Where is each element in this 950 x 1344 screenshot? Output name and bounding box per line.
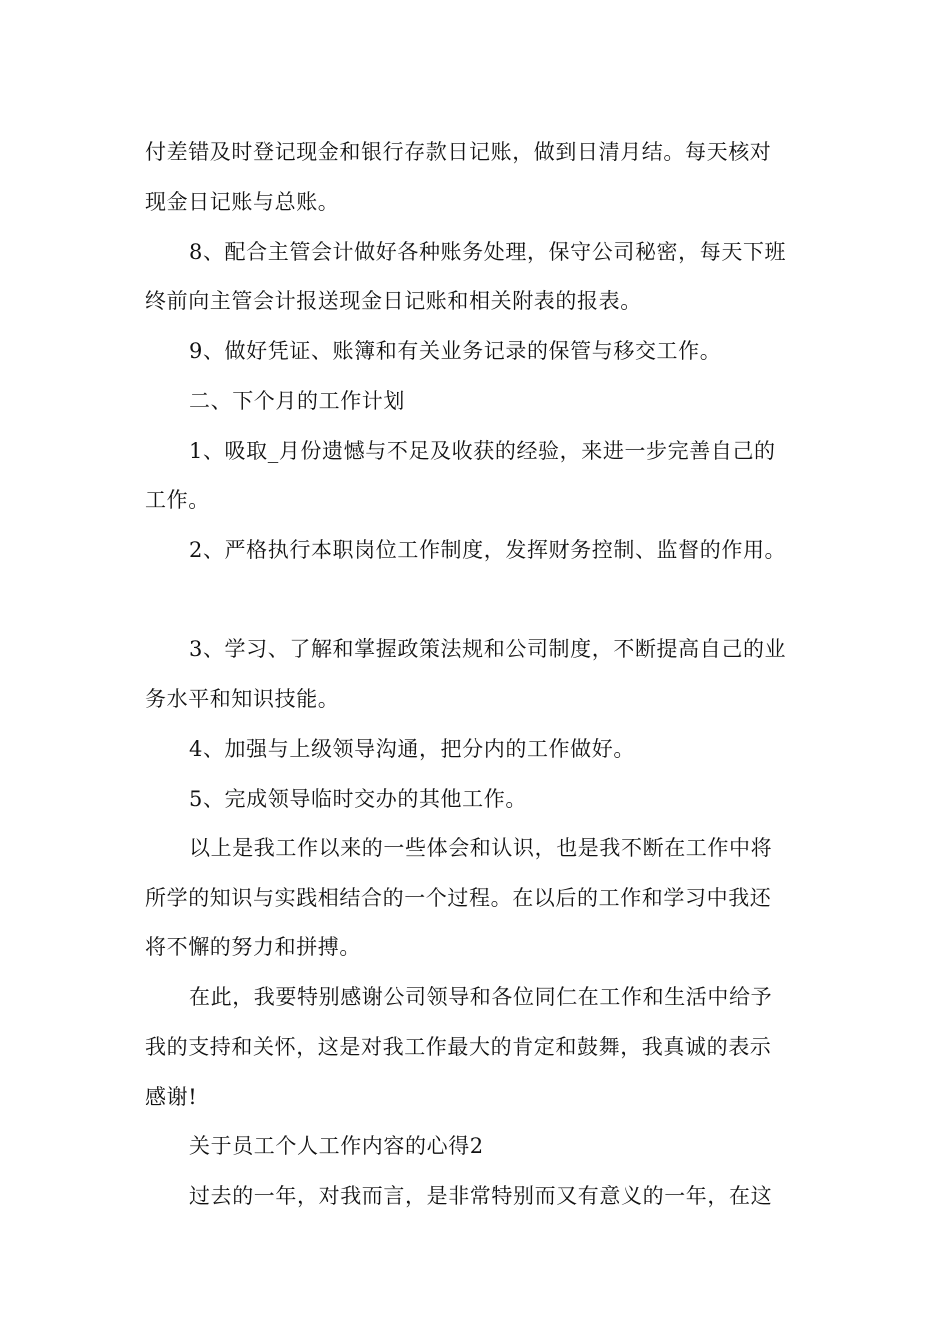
text-line: 现金日记账与总账。 (145, 190, 340, 214)
text-line: 8、配合主管会计做好各种账务处理，保守公司秘密，每天下班 (189, 240, 787, 264)
text-line: 工作。 (145, 488, 210, 512)
text-line: 务水平和知识技能。 (145, 687, 340, 711)
section-heading: 二、下个月的工作计划 (189, 389, 405, 413)
text-line: 3、学习、了解和掌握政策法规和公司制度，不断提高自己的业 (189, 637, 787, 661)
text-line: 1、吸取_月份遗憾与不足及收获的经验，来进一步完善自己的 (189, 439, 776, 463)
text-line: 以上是我工作以来的一些体会和认识，也是我不断在工作中将 (189, 836, 773, 860)
text-line: 我的支持和关怀，这是对我工作最大的肯定和鼓舞，我真诚的表示 (145, 1035, 772, 1059)
text-line: 付差错及时登记现金和银行存款日记账，做到日清月结。每天核对 (145, 140, 772, 164)
text-line: 4、加强与上级领导沟通，把分内的工作做好。 (189, 737, 635, 761)
text-line: 终前向主管会计报送现金日记账和相关附表的报表。 (145, 289, 642, 313)
text-line: 2、严格执行本职岗位工作制度，发挥财务控制、监督的作用。 (189, 538, 787, 562)
text-line: 过去的一年，对我而言，是非常特别而又有意义的一年，在这 (189, 1184, 773, 1208)
text-line: 5、完成领导临时交办的其他工作。 (189, 787, 527, 811)
text-line: 将不懈的努力和拼搏。 (145, 935, 361, 959)
text-line: 在此，我要特别感谢公司领导和各位同仁在工作和生活中给予 (189, 985, 773, 1009)
text-line: 感谢! (145, 1085, 198, 1109)
text-line: 所学的知识与实践相结合的一个过程。在以后的工作和学习中我还 (145, 886, 772, 910)
text-line: 9、做好凭证、账簿和有关业务记录的保管与移交工作。 (189, 339, 722, 363)
section-heading: 关于员工个人工作内容的心得2 (189, 1134, 484, 1158)
